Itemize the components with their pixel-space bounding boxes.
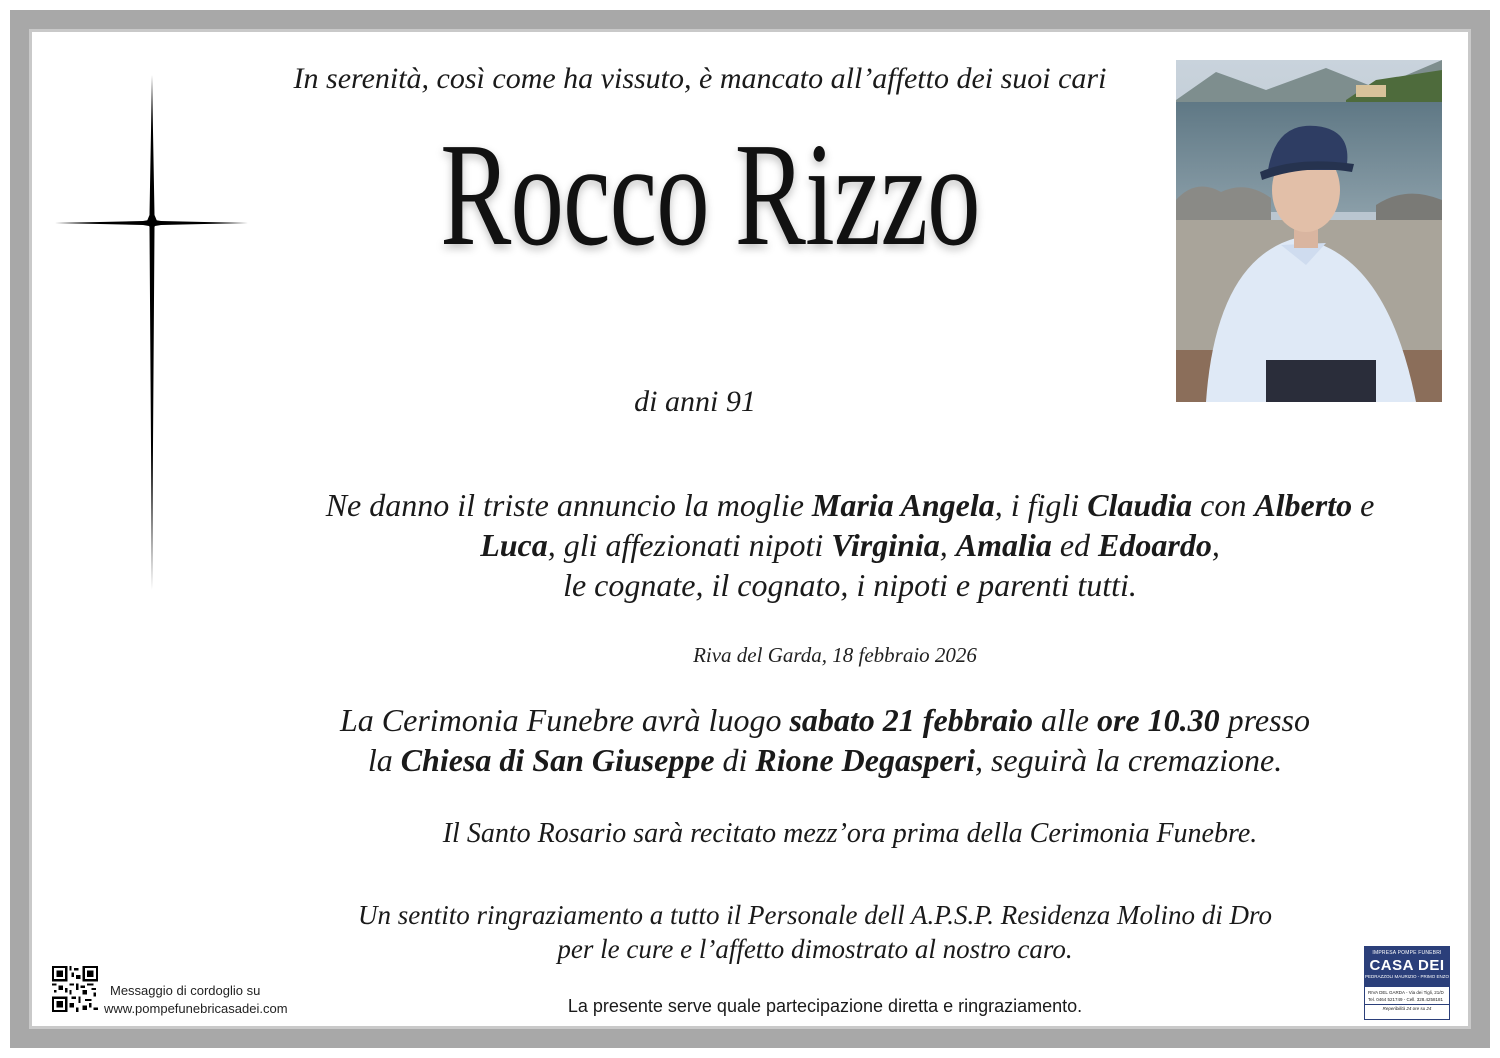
ceremony-text: di [714,742,756,778]
funeral-home-logo [1364,946,1450,1020]
condolence-line-1: Messaggio di cordoglio su [110,983,261,998]
age-text: di anni 91 [634,385,756,418]
announcement-text: e [1352,487,1375,523]
logo-brand: CASA DEI [1369,957,1445,974]
ceremony-text [180,700,1470,780]
ceremony-highlight: Rione Degasperi [755,742,975,778]
footer-note: La presente serve quale partecipazione diretta e ringraziamento. [567,996,1083,1016]
condolence-website-link[interactable]: www.pompefunebricasadei.com [104,1001,288,1016]
thanks-line-2: per le cure e l’affetto dimostrato al nostro caro. [557,934,1073,964]
deceased-name: Rocco Rizzo [440,113,980,277]
ceremony-text: la [367,742,401,778]
logo-top-line: IMPRESA POMPE FUNEBRI [1372,950,1442,956]
logo-phone: Tel. 0464 521749 - Cell. 328.4258181 [1368,997,1444,1002]
cross-icon [55,75,255,590]
announcement-text [240,485,1460,605]
announcement-text: , gli affezionati nipoti [547,527,832,563]
ceremony-highlight: ore 10.30 [1096,702,1220,738]
thanks-line-1: Un sentito ringraziamento a tutto il Personale dell A.P.S.P. Residenza Molino di Dro [358,900,1272,930]
announcement-text: Ne danno il triste annuncio la moglie [325,487,812,523]
ceremony-highlight: Chiesa di San Giuseppe [400,742,715,778]
ceremony-text: alle [1032,702,1097,738]
portrait-photo [1176,60,1442,402]
announcement-highlight: Claudia [1087,487,1193,523]
announcement-text: le cognate, il cognato, i nipoti e parenti tutti. [563,567,1137,603]
announcement-highlight: Alberto [1254,487,1353,523]
ceremony-text: La Cerimonia Funebre avrà luogo [339,702,790,738]
ceremony-highlight: sabato 21 febbraio [789,702,1033,738]
thanks-text [200,898,1430,966]
condolence-note [104,982,288,1018]
announcement-text: , [1211,527,1220,563]
announcement-highlight: Amalia [955,527,1052,563]
logo-availability: Reperibilità 24 ore su 24 [1365,1004,1449,1012]
announcement-highlight: Luca [480,527,548,563]
qr-code-icon[interactable] [52,966,98,1012]
logo-sub: PEDRAZZOLI MAURIZIO - PRIMO ENZO [1365,974,1450,979]
announcement-highlight: Maria Angela [811,487,995,523]
intro-text: In serenità, così come ha vissuto, è mancato all’affetto dei suoi cari [293,62,1107,95]
announcement-highlight: Virginia [831,527,940,563]
announcement-highlight: Edoardo [1098,527,1212,563]
rosary-text: Il Santo Rosario sarà recitato mezz’ora prima della Cerimonia Funebre. [442,818,1258,849]
ceremony-text: , seguirà la cremazione. [974,742,1283,778]
ceremony-text: presso [1219,702,1310,738]
announcement-text: , [939,527,956,563]
announcement-text: ed [1051,527,1099,563]
announcement-text: con [1192,487,1255,523]
logo-address: RIVA DEL GARDA - Via dei Tigli, 21/D [1368,990,1444,995]
announcement-text: , i figli [994,487,1088,523]
place-date: Riva del Garda, 18 febbraio 2026 [693,643,977,667]
